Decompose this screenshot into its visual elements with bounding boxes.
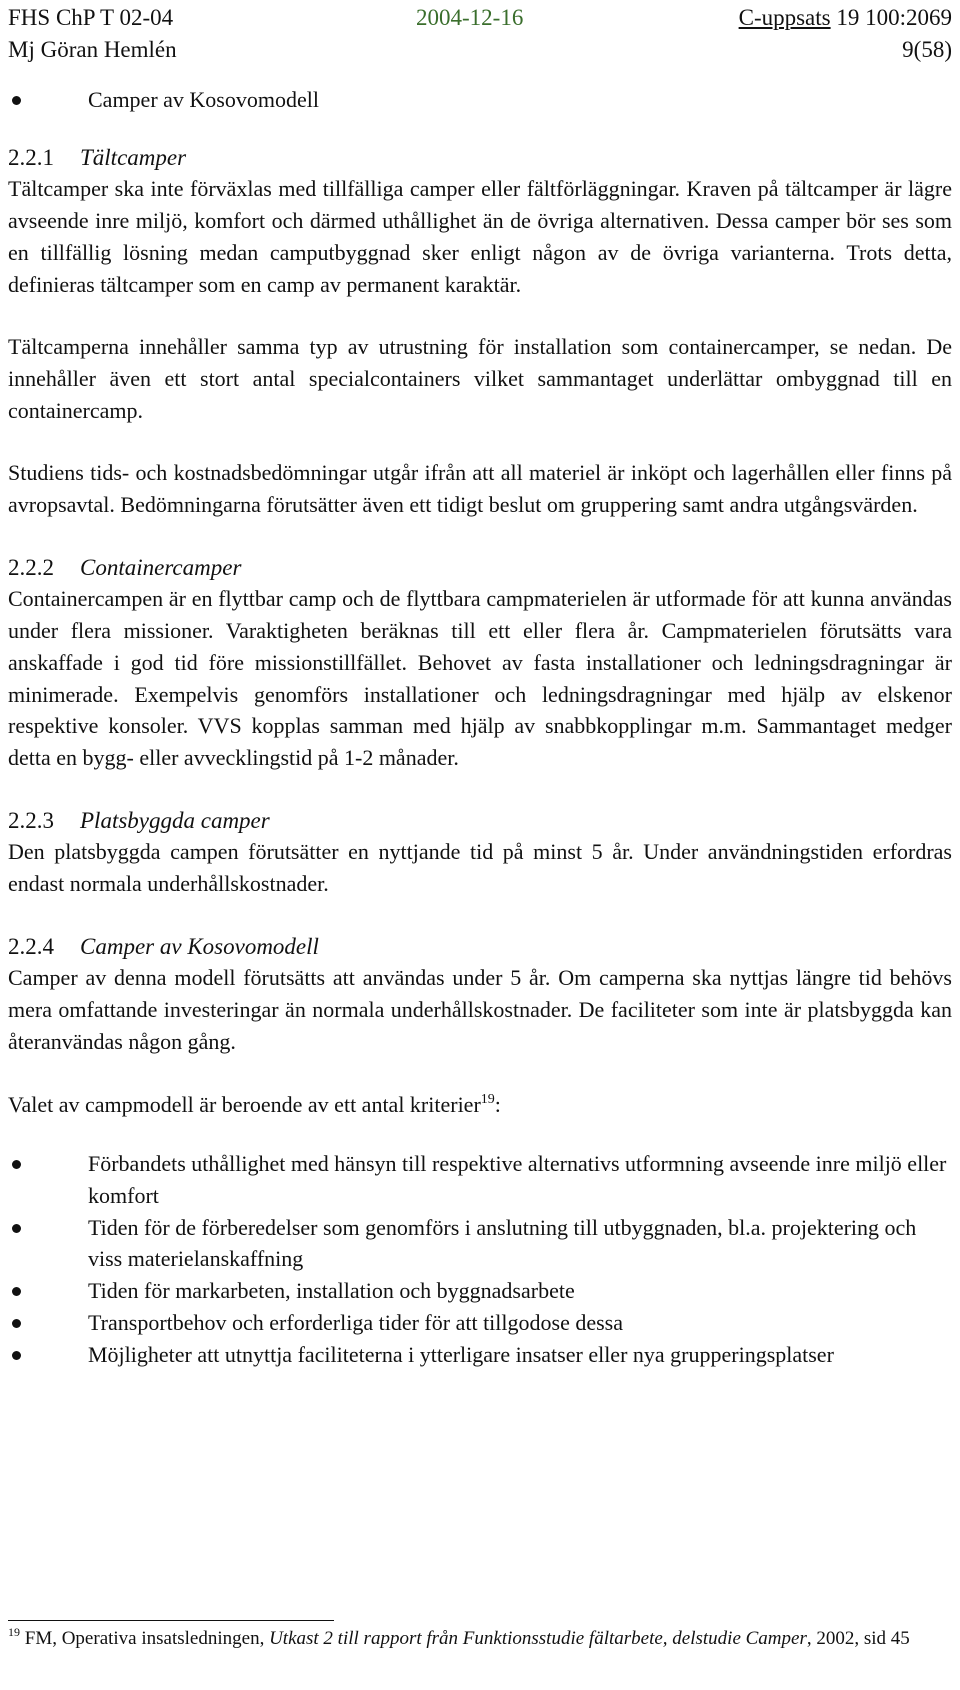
criteria-list: [8, 1148, 952, 1370]
section-heading: [8, 142, 952, 174]
paragraph: Containercampen är en flyttbar camp och de flyttbara campmaterielen är utformade för att kunna användas under flera missioner. Varaktigheten beräknas till ett eller flera år. Campmaterielen förutsätts vara anskaffade i god tid före missionstillfället. Behovet av fasta installationer och ledningsdragningar är minimerade. Exempelvis genomförs installationer och ledningsdragningar med hjälp av elskenor respektive konsoler. VVS kopplas samman med hjälp av snabbkopplingar m.m. Sammantaget medger detta en bygg- eller avvecklingstid på 1-2 månader.: [8, 586, 952, 770]
bullet-icon: [12, 96, 21, 105]
list-item: [8, 1339, 952, 1371]
bullet-icon: [12, 1287, 21, 1296]
section-2-2-1: [8, 142, 952, 521]
section-title: Platsbyggda camper: [80, 807, 270, 833]
list-item-text: Tiden för de förberedelser som genomförs i anslutning till utbyggnaden, bl.a. projektering och viss materielanskaffning: [88, 1214, 917, 1272]
footnote: [8, 1626, 948, 1651]
section-heading: [8, 552, 952, 584]
footnote-separator: [8, 1620, 334, 1621]
page-number: 9(58): [902, 37, 952, 62]
list-item-text: Möjligheter att utnyttja faciliteterna i ytterligare insatser eller nya grupperingsplatser: [88, 1341, 834, 1367]
section-heading: [8, 931, 952, 963]
thesis-label-prefix: C-uppsats: [738, 5, 831, 30]
criteria-intro: [8, 1089, 952, 1121]
paragraph: Tältcamperna innehåller samma typ av utrustning för installation som containercamper, se nedan. De innehåller även ett stort antal specialcontainers vilket sammantaget underlättar ombyggnad till en containercamp.: [8, 334, 952, 423]
thesis-label-suffix: 19 100:2069: [830, 5, 952, 30]
list-item-text: Förbandets uthållighet med hänsyn till respektive alternativs utformning avseende inre miljö eller komfort: [88, 1151, 947, 1208]
section-title: Containercamper: [80, 554, 242, 580]
author-name: Mj Göran Hemlén: [8, 37, 177, 62]
footnote-title: Utkast 2 till rapport från Funktionsstudie fältarbete, delstudie Camper: [269, 1628, 807, 1649]
list-item: [8, 1307, 952, 1339]
section-2-2-3: [8, 805, 952, 900]
list-item: [8, 1212, 952, 1275]
paragraph: Studiens tids- och kostnadsbedömningar utgår ifrån att all materiel är inköpt och lagerhållen eller finns på avropsavtal. Bedömningarna förutsätter även ett tidigt beslut om gruppering samt andra utgångsvärden.: [8, 460, 952, 518]
section-number: 2.2.1: [8, 144, 54, 170]
footnote-text: FM, Operativa insatsledningen,: [20, 1628, 270, 1649]
section-title: Tältcamper: [80, 144, 187, 170]
list-item: [8, 1148, 952, 1211]
section-number: 2.2.2: [8, 554, 54, 580]
header-date: 2004-12-16: [416, 5, 524, 30]
bullet-icon: [12, 1224, 21, 1233]
course-code: FHS ChP T 02-04: [8, 5, 174, 30]
criteria-intro-text: Valet av campmodell är beroende av ett antal kriterier: [8, 1091, 481, 1117]
paragraph: Den platsbyggda campen förutsätter en nyttjande tid på minst 5 år. Under användningstiden erfordras endast normala underhållskostnader.: [8, 839, 952, 897]
section-number: 2.2.4: [8, 933, 54, 959]
page-header: [8, 2, 952, 68]
section-title: Camper av Kosovomodell: [80, 933, 319, 959]
bullet-icon: [12, 1160, 21, 1169]
thesis-label: [739, 2, 952, 34]
intro-bullet-item: [8, 84, 952, 116]
bullet-icon: [12, 1319, 21, 1328]
section-2-2-2: [8, 552, 952, 774]
criteria-intro-colon: :: [494, 1091, 501, 1117]
intro-bullet-text: Camper av Kosovomodell: [88, 87, 319, 112]
list-item: [8, 1275, 952, 1307]
paragraph: Camper av denna modell förutsätts att användas under 5 år. Om camperna ska nyttjas längre tid behövs mera omfattande investeringar än normala underhållskostnader. De faciliteter som inte är platsbyggda kan återanvändas någon gång.: [8, 965, 952, 1054]
footnote-reference: 19: [480, 1091, 495, 1107]
footnote-mark: 19: [8, 1625, 20, 1639]
section-heading: [8, 805, 952, 837]
section-2-2-4: [8, 931, 952, 1058]
main-text: [8, 84, 952, 1370]
section-number: 2.2.3: [8, 807, 54, 833]
list-item-text: Tiden för markarbeten, installation och byggnadsarbete: [88, 1278, 575, 1304]
paragraph: Tältcamper ska inte förväxlas med tillfälliga camper eller fältförläggningar. Kraven på tältcamper är lägre avseende inre miljö, komfort och därmed uthållighet än de övriga alternativen. Dessa camper bör ses som en tillfällig lösning medan camputbyggnad sker enligt någon av de övriga varianterna. Trots detta, definieras tältcamper som en camp av permanent karaktär.: [8, 176, 952, 297]
list-item-text: Transportbehov och erforderliga tider för att tillgodose dessa: [88, 1309, 623, 1335]
footnote-tail: , 2002, sid 45: [806, 1628, 910, 1649]
bullet-icon: [12, 1351, 21, 1360]
